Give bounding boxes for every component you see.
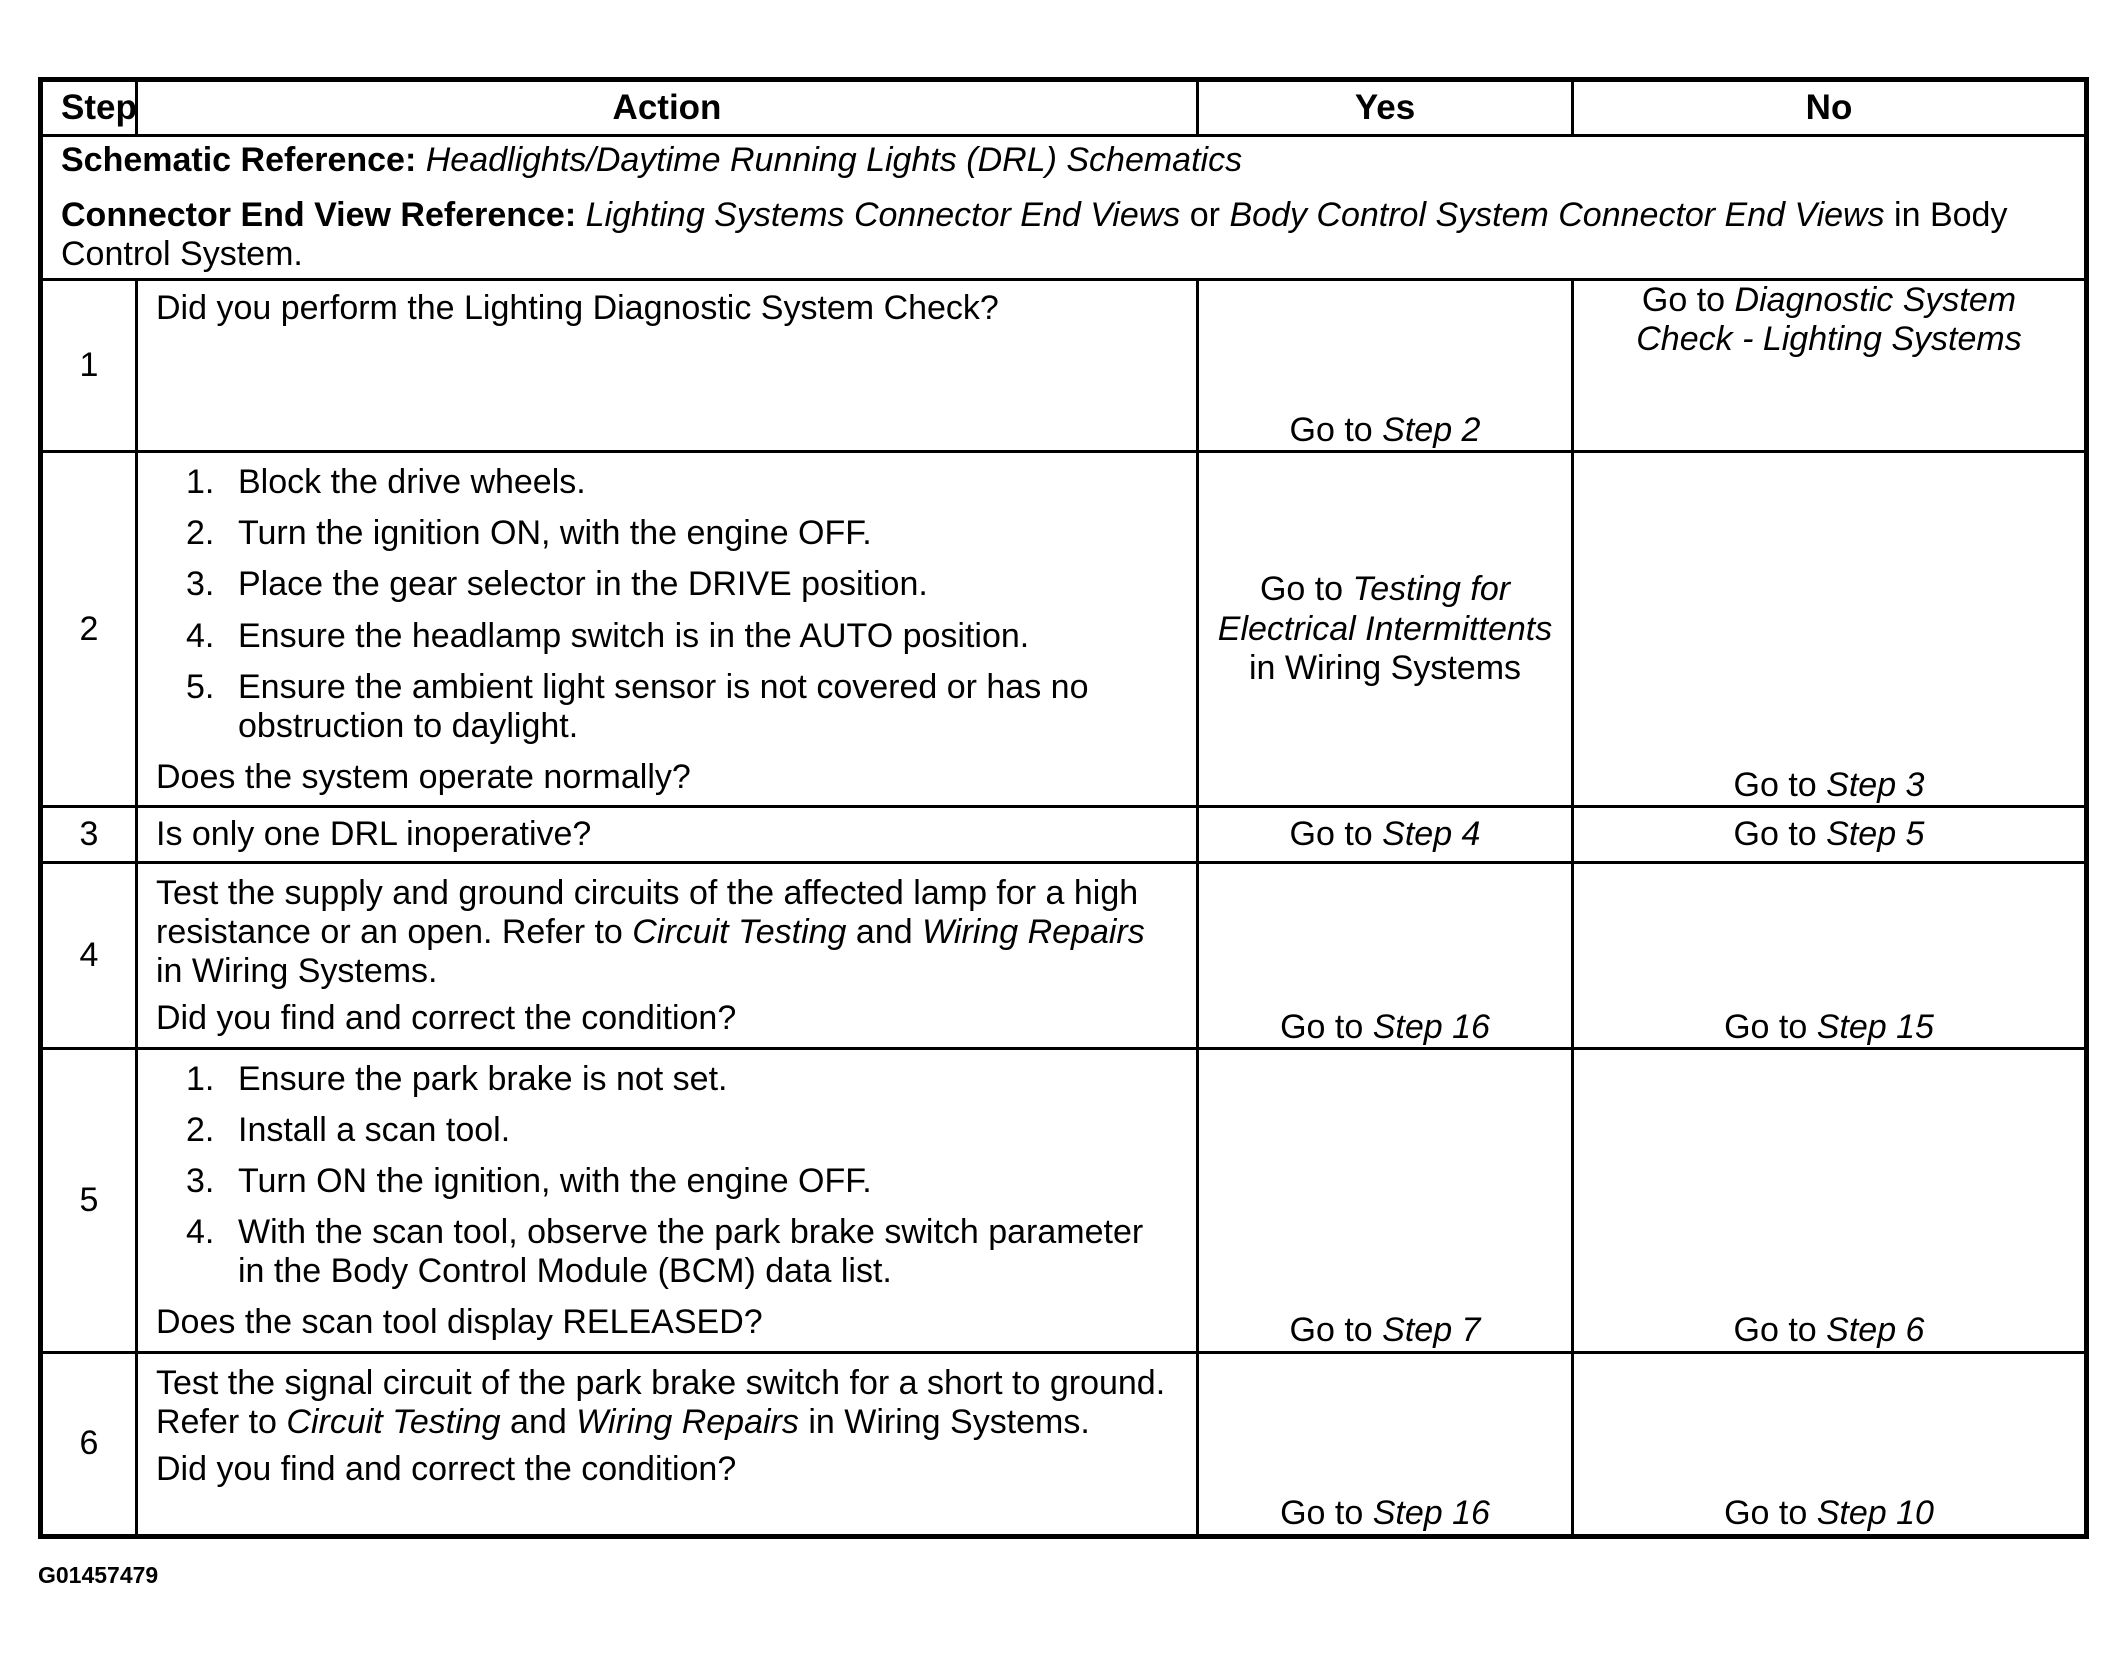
yes-cell bbox=[1198, 452, 1573, 807]
no-cell bbox=[1573, 452, 2087, 807]
step-number: 4 bbox=[41, 862, 137, 1048]
go-to-label: Go to bbox=[1259, 570, 1344, 609]
action-question: Is only one DRL inoperative? bbox=[156, 814, 592, 853]
connector-reference-label: Connector End View Reference: bbox=[61, 196, 577, 235]
connector-reference-link-1: Lighting Systems Connector End Views bbox=[585, 196, 1181, 235]
action-cell bbox=[137, 280, 1198, 452]
yes-target-suffix: in Wiring Systems bbox=[1248, 648, 1522, 687]
go-to-label: Go to bbox=[1733, 765, 1817, 804]
header-yes: Yes bbox=[1198, 80, 1573, 136]
no-cell bbox=[1573, 1048, 2087, 1352]
no-target: Step 6 bbox=[1826, 1311, 1925, 1350]
action-instruction: Test the supply and ground circuits of the affected lamp for a high resistance or an open. Refer to Circuit Testing and Wiring Repairs in Wiring Systems. bbox=[156, 873, 1145, 991]
connector-reference-suffix: in Body Control System. bbox=[61, 196, 2008, 274]
no-cell bbox=[1573, 280, 2087, 452]
yes-cell bbox=[1198, 280, 1573, 452]
header-action: Action bbox=[137, 80, 1198, 136]
list-item: 5. Ensure the ambient light sensor is not covered or has no obstruction to daylight. bbox=[186, 667, 1089, 745]
reference-row bbox=[41, 136, 2087, 280]
connector-reference-or: or bbox=[1189, 196, 1220, 235]
go-to-label: Go to bbox=[1724, 1007, 1808, 1046]
yes-target: Step 2 bbox=[1382, 411, 1481, 450]
yes-target: Step 16 bbox=[1372, 1494, 1490, 1533]
no-cell bbox=[1573, 862, 2087, 1048]
go-to-label: Go to bbox=[1280, 1007, 1364, 1046]
go-to-label: Go to bbox=[1641, 281, 1726, 320]
action-question: Did you find and correct the condition? bbox=[156, 999, 737, 1038]
instruction-list bbox=[156, 1060, 1178, 1291]
action-question: Did you perform the Lighting Diagnostic System Check? bbox=[156, 289, 999, 328]
no-target: Step 3 bbox=[1826, 765, 1925, 804]
schematic-reference bbox=[61, 141, 2066, 180]
table-row bbox=[41, 806, 2087, 862]
go-to-label: Go to bbox=[1289, 814, 1373, 853]
wiring-repairs-ref: Wiring Repairs bbox=[576, 1402, 799, 1441]
no-cell bbox=[1573, 806, 2087, 862]
reference-cell bbox=[41, 136, 2087, 280]
step-number: 6 bbox=[41, 1352, 137, 1536]
step-number: 2 bbox=[41, 452, 137, 807]
yes-target: Step 16 bbox=[1372, 1007, 1490, 1046]
go-to-label: Go to bbox=[1724, 1494, 1808, 1533]
list-item: 1. Ensure the park brake is not set. bbox=[186, 1059, 728, 1098]
no-cell bbox=[1573, 1352, 2087, 1536]
action-question: Does the system operate normally? bbox=[156, 757, 691, 796]
circuit-testing-ref: Circuit Testing bbox=[632, 913, 847, 952]
no-target: Step 15 bbox=[1816, 1007, 1934, 1046]
instruction-list bbox=[156, 463, 1178, 746]
step-number: 5 bbox=[41, 1048, 137, 1352]
figure-code: G01457479 bbox=[38, 1562, 159, 1588]
schematic-reference-label: Schematic Reference: bbox=[61, 141, 417, 179]
no-target: Step 10 bbox=[1816, 1494, 1934, 1533]
list-item: 2. Install a scan tool. bbox=[186, 1111, 511, 1150]
step-number: 1 bbox=[41, 280, 137, 452]
go-to-label: Go to bbox=[1733, 1311, 1817, 1350]
no-target: Step 5 bbox=[1826, 814, 1925, 853]
action-cell bbox=[137, 862, 1198, 1048]
circuit-testing-ref: Circuit Testing bbox=[286, 1402, 501, 1441]
step-number: 3 bbox=[41, 806, 137, 862]
list-item: 3. Place the gear selector in the DRIVE position. bbox=[186, 565, 928, 604]
yes-cell bbox=[1198, 806, 1573, 862]
go-to-label: Go to bbox=[1289, 411, 1373, 450]
connector-reference bbox=[61, 196, 2066, 274]
header-no: No bbox=[1573, 80, 2087, 136]
table-row bbox=[41, 452, 2087, 807]
table-row bbox=[41, 280, 2087, 452]
diagnostic-table bbox=[38, 77, 2089, 1539]
yes-target: Testing for Electrical Intermittents bbox=[1217, 570, 1553, 648]
action-cell bbox=[137, 1352, 1198, 1536]
action-question: Did you find and correct the condition? bbox=[156, 1449, 737, 1488]
list-item: 2. Turn the ignition ON, with the engine OFF. bbox=[186, 514, 872, 553]
no-target: Diagnostic System Check - Lighting Systems bbox=[1636, 281, 2022, 359]
action-cell bbox=[137, 806, 1198, 862]
action-question: Does the scan tool display RELEASED? bbox=[156, 1303, 763, 1342]
header-step: Step bbox=[41, 80, 137, 136]
yes-target: Step 7 bbox=[1382, 1311, 1481, 1350]
list-item: 4. Ensure the headlamp switch is in the AUTO position. bbox=[186, 616, 1030, 655]
yes-cell bbox=[1198, 1048, 1573, 1352]
table-row bbox=[41, 1352, 2087, 1536]
list-item: 3. Turn ON the ignition, with the engine OFF. bbox=[186, 1162, 872, 1201]
table-row bbox=[41, 862, 2087, 1048]
go-to-label: Go to bbox=[1280, 1494, 1364, 1533]
go-to-label: Go to bbox=[1289, 1311, 1373, 1350]
action-cell bbox=[137, 452, 1198, 807]
yes-target: Step 4 bbox=[1382, 814, 1481, 853]
table-row bbox=[41, 1048, 2087, 1352]
header-row bbox=[41, 80, 2087, 136]
wiring-repairs-ref: Wiring Repairs bbox=[922, 913, 1145, 952]
connector-reference-link-2: Body Control System Connector End Views bbox=[1229, 196, 1885, 235]
list-item: 1. Block the drive wheels. bbox=[186, 463, 586, 502]
action-instruction: Test the signal circuit of the park brake switch for a short to ground. Refer to Circuit Testing and Wiring Repairs in Wiring Systems. bbox=[156, 1363, 1166, 1441]
yes-cell bbox=[1198, 862, 1573, 1048]
schematic-reference-link: Headlights/Daytime Running Lights (DRL) Schematics bbox=[425, 141, 1243, 179]
yes-cell bbox=[1198, 1352, 1573, 1536]
list-item: 4. With the scan tool, observe the park brake switch parameter in the Body Control Module (BCM) data list. bbox=[186, 1213, 1144, 1291]
action-cell bbox=[137, 1048, 1198, 1352]
go-to-label: Go to bbox=[1733, 814, 1817, 853]
